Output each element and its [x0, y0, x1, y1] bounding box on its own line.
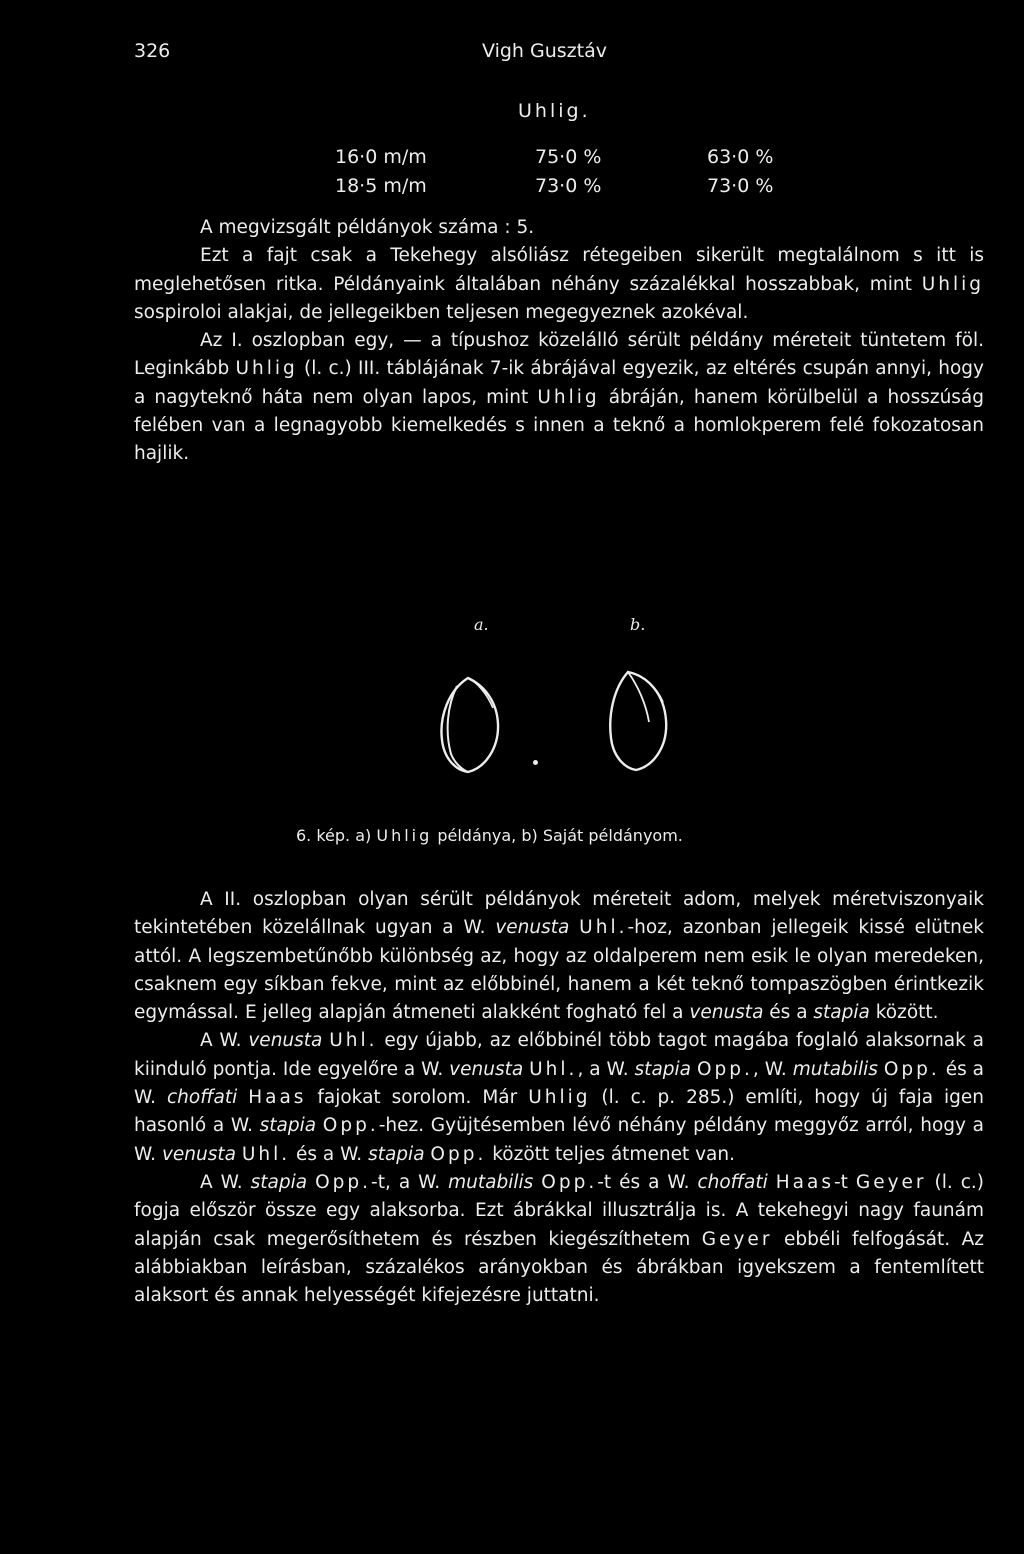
separator-dot [533, 760, 538, 765]
table-cell: 75·0 % [535, 146, 602, 168]
paragraph: Az I. oszlopban egy, — a típushoz közelálló sérült példány méreteit tüntetem föl. Leginkább Uhlig (l. c.) III. táblájának 7-ik ábrájával egyezik, az eltérés csupán annyi, hogy a nagyteknő háta nem olyan lapos, mint Uhlig ábráján, hanem körülbelül a hosszúság felében van a legnagyobb kiemelkedés s innen a teknő a homlokperem felé fokozatosan hajlik. [134, 330, 985, 465]
paragraph: Ezt a fajt csak a Tekehegy alsóliász rétegeiben sikerült megtalálnom s itt is meglehetősen ritka. Példányaink általában néhány százalékkal hosszabbak, mint Uhlig sospiroloi alakjai, de jellegeikben teljesen megegyeznek azokéval. [134, 245, 984, 323]
running-title: Vigh Gusztáv [482, 40, 607, 62]
specimen-count-line: A megvizsgált példányok száma : 5. [200, 217, 535, 238]
table-cell: 73·0 % [707, 175, 774, 197]
author-name: Uhlig [921, 273, 984, 295]
author-name: Uhlig [235, 358, 298, 380]
text-block-lower [134, 886, 984, 1310]
shell-figure-a [427, 672, 509, 778]
shell-figure-b [594, 664, 678, 776]
table-title: Uhlig. [518, 100, 591, 122]
author-name: Uhlig [376, 826, 433, 845]
table-cell: 63·0 % [707, 146, 774, 168]
page-number: 326 [134, 40, 171, 62]
figure-caption: 6. kép. a) Uhlig példánya, b) Saját példányom. [296, 826, 683, 845]
table-cell: 18·5 m/m [335, 175, 427, 197]
paragraph: A W. stapia Opp.-t, a W. mutabilis Opp.-t és a W. choffati Haas-t Geyer (l. c.) fogja először össze egy alaksorba. Ezt ábrákkal illusztrálja is. A tekehegyi nagy faunám alapján csak megerősíthetem és részben kiegészíthetem Geyer ebbéli felfogását. Az alábbiakban leírásban, százalékos arányokban és ábrákban igyekszem a fentemlített alaksort és annak helyességét kifejezésre juttatni. [134, 1171, 984, 1307]
paragraph: A W. venusta Uhl. egy újabb, az előbbinél több tagot magába foglaló alaksornak a kiinduló pontja. Ide egyelőre a W. venusta Uhl., a W. stapia Opp., W. mutabilis Opp. és a W. choffati Haas fajokat sorolom. Már Uhlig (l. c. p. 285.) említi, hogy új faja igen hasonló a W. stapia Opp.-hez. Gyüjtésemben lévő néhány példány meggyőz arról, hogy a W. venusta Uhl. és a W. stapia Opp. között teljes átmenet van. [134, 1030, 984, 1165]
figure-label-a: a. [474, 615, 489, 634]
figure-label-b: b. [630, 615, 646, 634]
paragraph: A II. oszlopban olyan sérült példányok méreteit adom, melyek méretviszonyaik tekintetében közelállnak ugyan a W. venusta Uhl.-hoz, azonban jellegeik kissé elütnek attól. A legszembetűnőbb különbség az, hogy az oldalperem nem esik le olyan meredeken, csaknem egy síkban fekve, mint az előbbinél, hanem a két teknő tompaszögben érintkezik egymással. E jelleg alapján átmeneti alakként fogható fel a venusta és a stapia között. [134, 889, 984, 1024]
table-cell: 16·0 m/m [335, 146, 427, 168]
author-name: Uhlig [537, 386, 600, 408]
text-block-upper [134, 214, 984, 469]
table-cell: 73·0 % [535, 175, 602, 197]
